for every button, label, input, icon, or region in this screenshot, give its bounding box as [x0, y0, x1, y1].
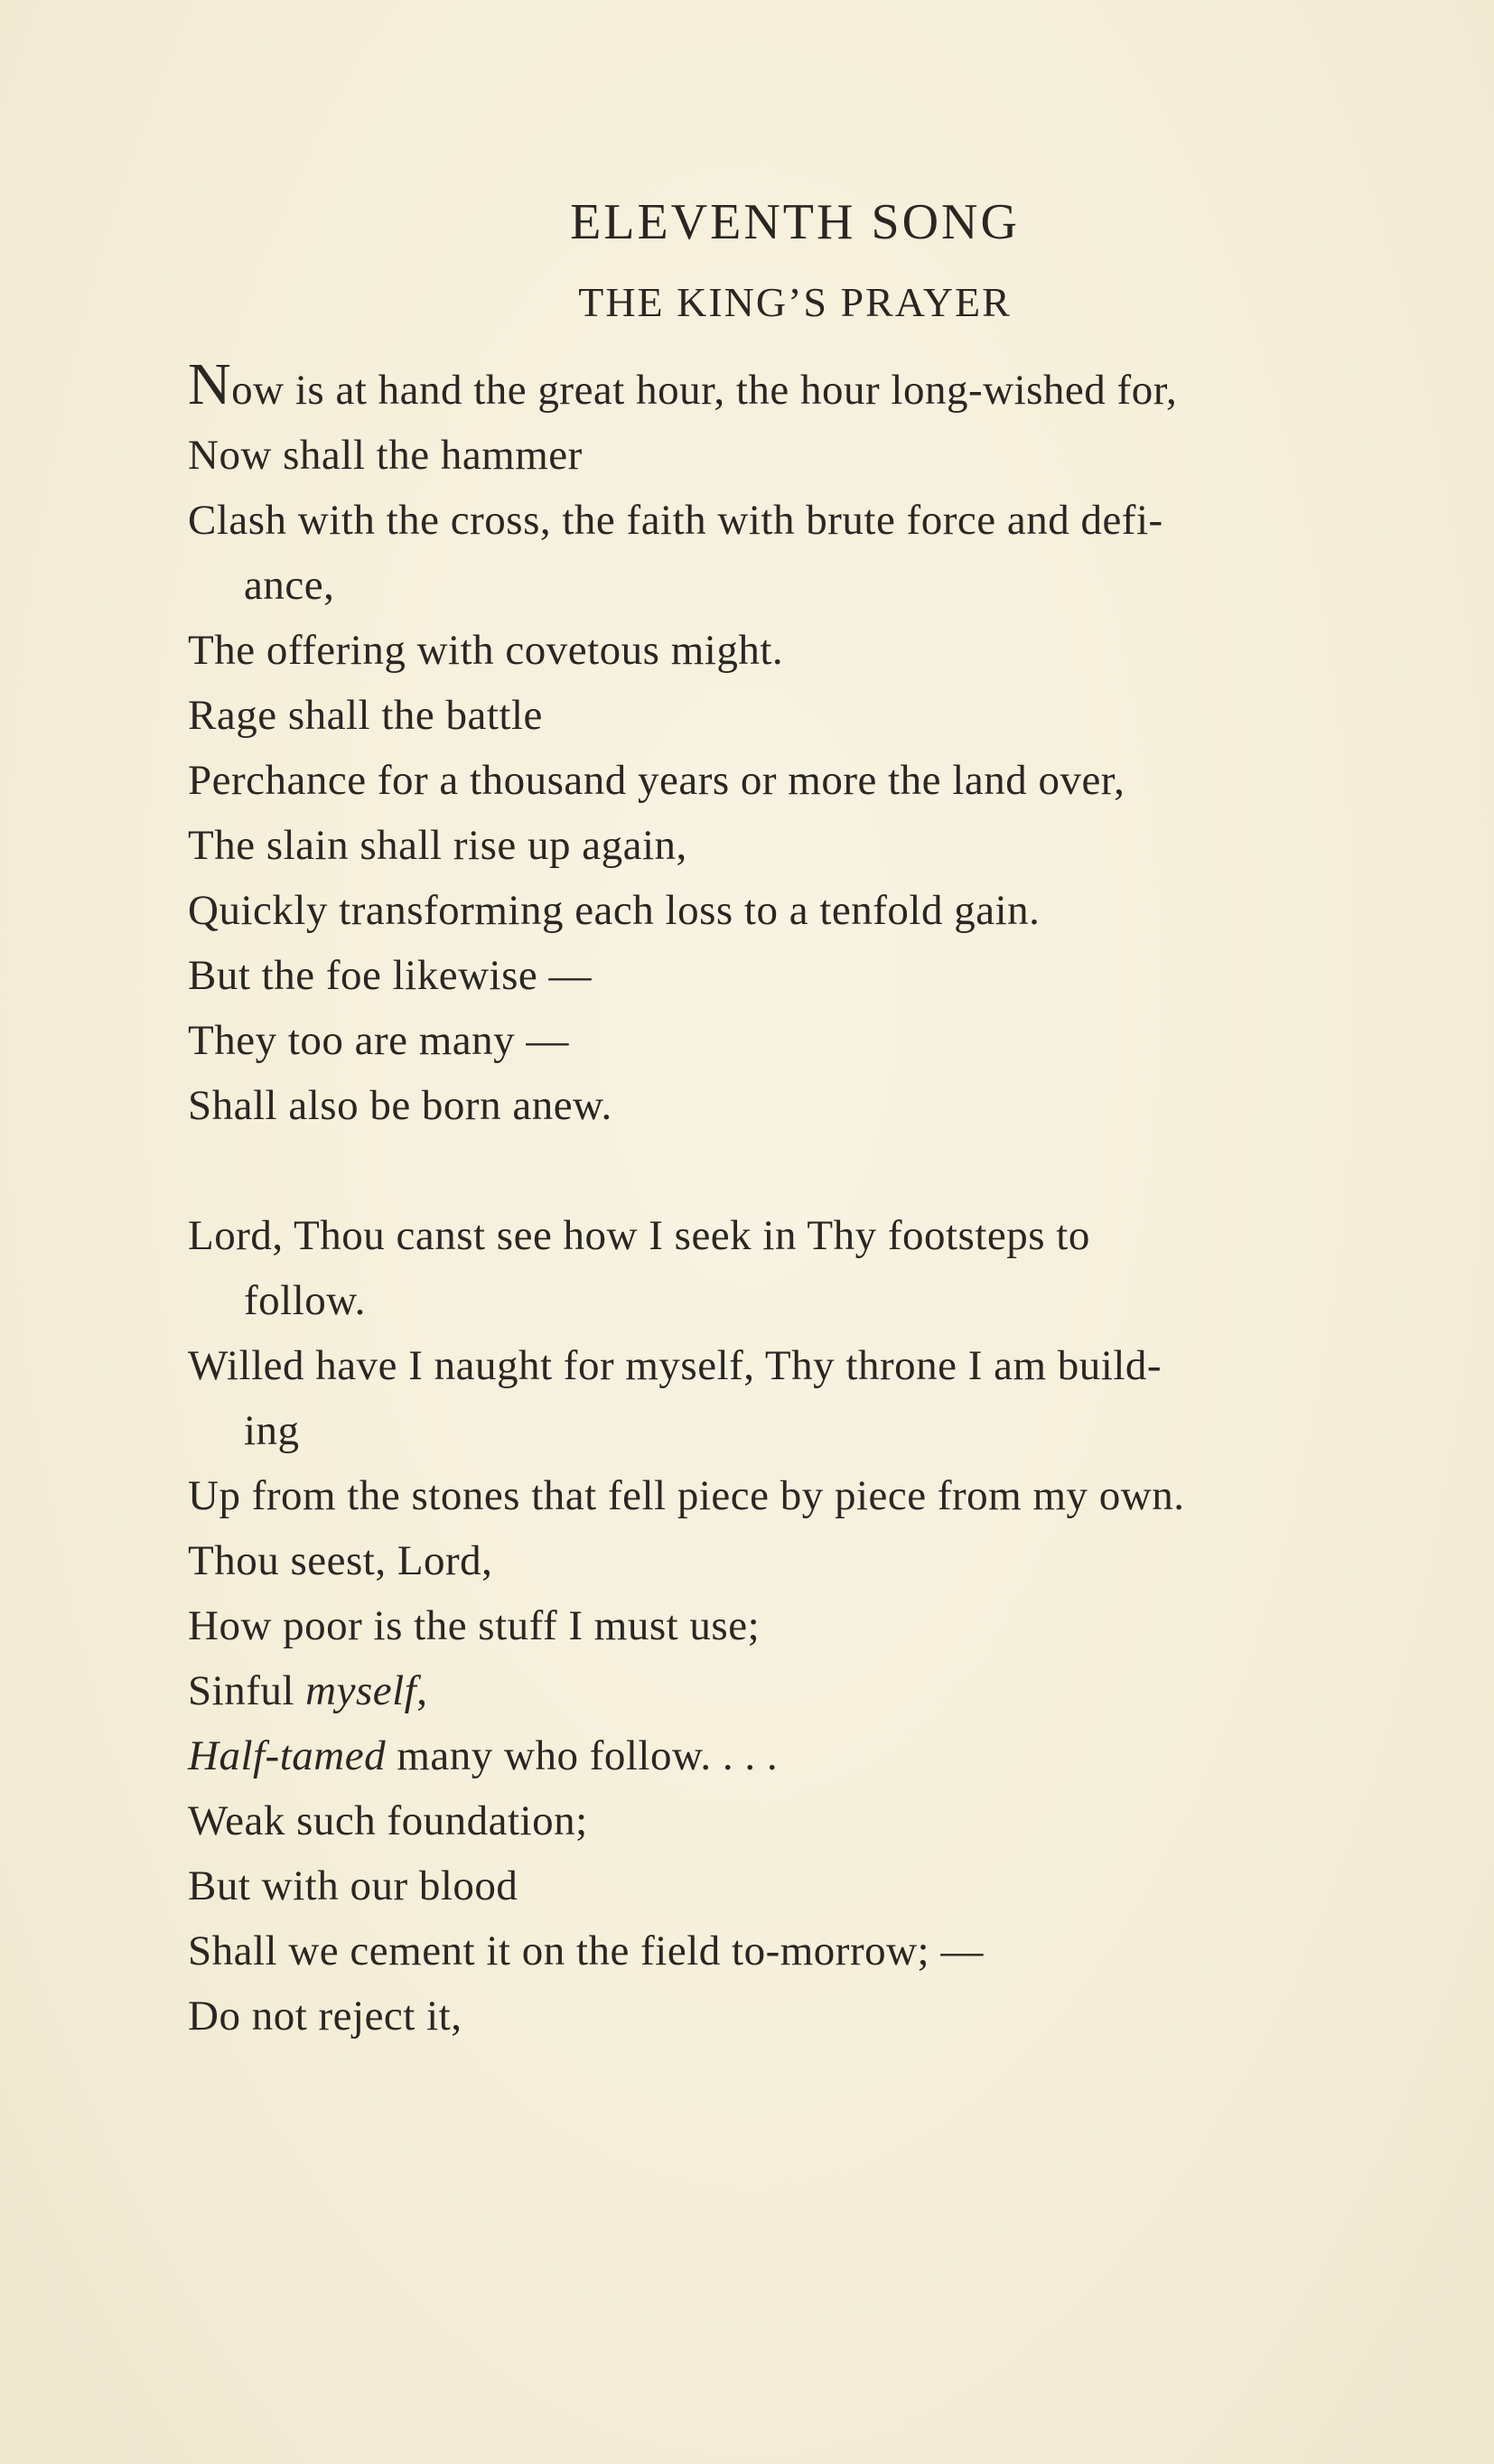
poem-line: Shall we cement it on the field to-morrow; — — [188, 1927, 984, 1974]
drop-capital: N — [188, 351, 232, 417]
poem-line: Clash with the cross, the faith with brute force and defi- — [188, 497, 1163, 544]
poem-line-continuation: ing — [244, 1407, 300, 1454]
poem-line-italic: Half-tamed — [188, 1732, 387, 1779]
poem-line: Rage shall the battle — [188, 692, 543, 739]
poem-line: Up from the stones that fell piece by piece from my own. — [188, 1472, 1185, 1519]
poem-line: Weak such foundation; — [188, 1797, 588, 1844]
poem-line: How poor is the stuff I must use; — [188, 1602, 761, 1649]
poem-line-italic: myself — [305, 1667, 417, 1714]
poem-line — [188, 1658, 1398, 1723]
poem-line — [188, 351, 1398, 423]
poem-line-prefix: Sinful — [188, 1667, 306, 1714]
poem-line: But with our blood — [188, 1862, 518, 1909]
poem-line: Quickly transforming each loss to a tenfold gain. — [188, 887, 1041, 934]
poem-line: The slain shall rise up again, — [188, 822, 687, 869]
poem-line-suffix: , — [416, 1667, 428, 1714]
poem-line: They too are many — — [188, 1017, 569, 1064]
song-title: ELEVENTH SONG — [570, 194, 1020, 250]
poem-line: But the foe likewise — — [188, 952, 592, 999]
poem-subtitle: THE KING’S PRAYER — [578, 279, 1012, 325]
poem-line-continuation: ance, — [244, 562, 335, 609]
poem-line: Perchance for a thousand years or more the land over, — [188, 757, 1125, 804]
poem-line-text: ow is at hand the great hour, the hour long-wished for, — [231, 367, 1178, 414]
poem-line: Now shall the hammer — [188, 432, 583, 479]
poem-line-continuation: follow. — [244, 1277, 366, 1324]
poem-line-suffix: many who follow. . . . — [386, 1732, 779, 1779]
poem-line: Thou seest, Lord, — [188, 1537, 493, 1584]
poem-line — [188, 1723, 1398, 1788]
poem-line: Shall also be born anew. — [188, 1082, 612, 1129]
poem-line: Willed have I naught for myself, Thy throne I am build- — [188, 1342, 1163, 1389]
poem-line: Lord, Thou canst see how I seek in Thy footsteps to — [188, 1212, 1090, 1259]
poem-line: The offering with covetous might. — [188, 627, 784, 674]
poem-body — [188, 351, 1398, 2049]
poem-line: Do not reject it, — [188, 1993, 462, 2039]
stanza-break — [188, 1138, 1398, 1203]
